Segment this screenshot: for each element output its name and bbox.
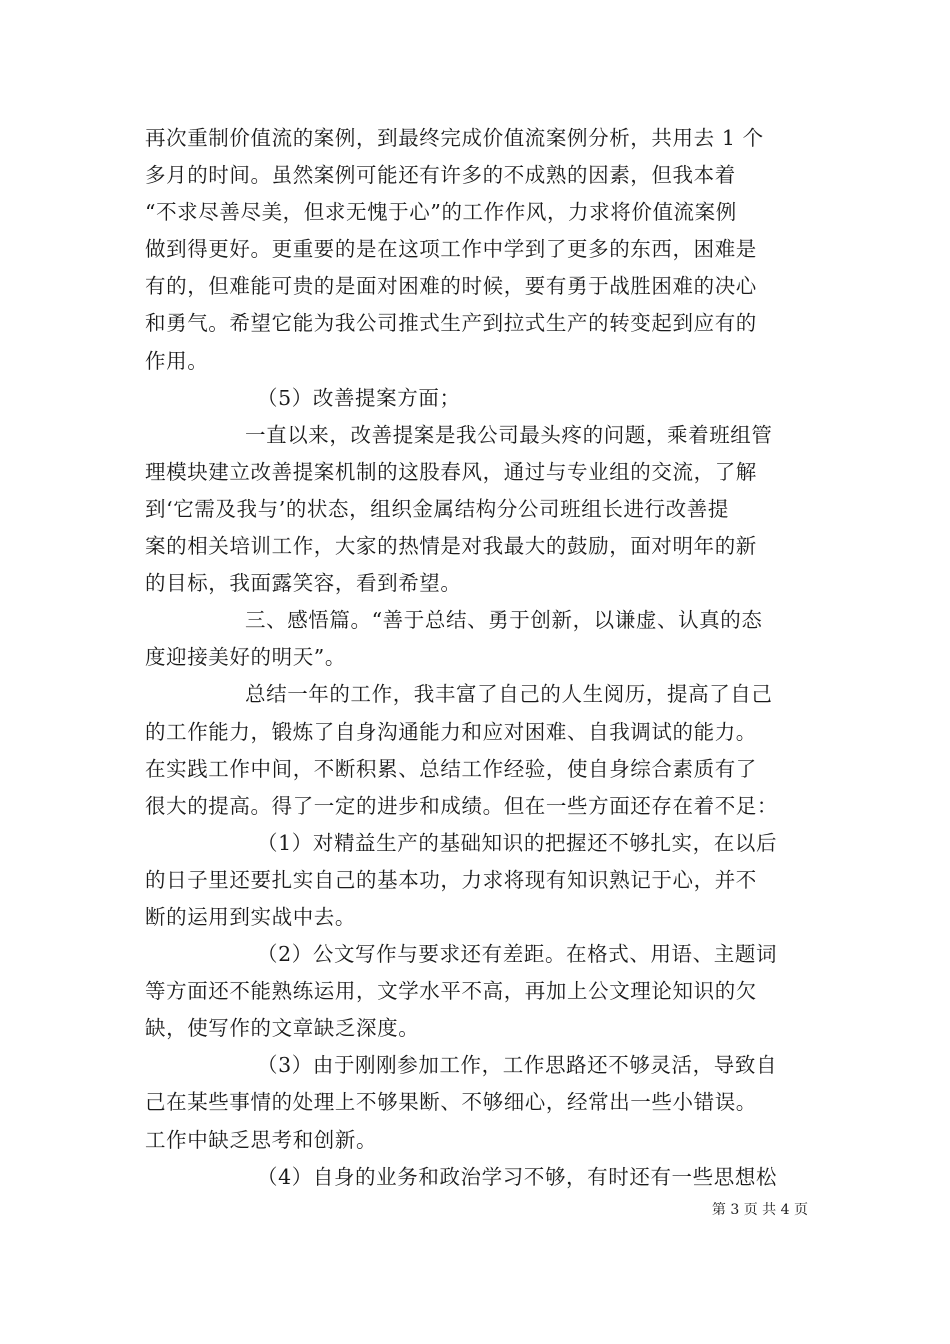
list-item: （1）对精益生产的基础知识的把握还不够扎实，在以后 <box>257 830 778 855</box>
text-line: 有的，但难能可贵的是面对困难的时候，要有勇于战胜困难的决心 <box>145 274 757 299</box>
page-number: 第 3 页 共 4 页 <box>711 1202 808 1218</box>
text-line: 案的相关培训工作，大家的热情是对我最大的鼓励，面对明年的新 <box>145 534 757 559</box>
section-heading: 三、感悟篇。“善于总结、勇于创新，以谦虚、认真的态 <box>245 608 763 633</box>
section-heading: （5）改善提案方面； <box>257 385 461 410</box>
text-line: 工作中缺乏思考和创新。 <box>145 1127 378 1152</box>
text-line: 作用。 <box>145 348 209 373</box>
text-line: 做到得更好。更重要的是在这项工作中学到了更多的东西，困难是 <box>145 237 757 262</box>
text-line: 再次重制价值流的案例，到最终完成价值流案例分析，共用去 1 个 <box>145 126 764 150</box>
text-line: 在实践工作中间，不断积累、总结工作经验，使自身综合素质有了 <box>145 756 757 781</box>
text-line: 等方面还不能熟练运用，文学水平不高，再加上公文理论知识的欠 <box>145 979 757 1004</box>
list-item: （4）自身的业务和政治学习不够，有时还有一些思想松 <box>257 1164 778 1189</box>
text-line: 的工作能力，锻炼了自身沟通能力和应对困难、自我调试的能力。 <box>145 719 757 744</box>
text-line: 的日子里还要扎实自己的基本功，力求将现有知识熟记于心，并不 <box>145 867 757 892</box>
text-line: 己在某些事情的处理上不够果断、不够细心，经常出一些小错误。 <box>145 1090 757 1115</box>
list-item: （3）由于刚刚参加工作，工作思路还不够灵活，导致自 <box>257 1053 778 1078</box>
text-line: 到‘它需及我与’的状态，组织金属结构分公司班组长进行改善提 <box>145 496 729 521</box>
text-line: 的目标，我面露笑容，看到希望。 <box>145 571 462 596</box>
text-line: 理模块建立改善提案机制的这股春风，通过与专业组的交流，了解 <box>145 459 757 484</box>
text-line: 总结一年的工作，我丰富了自己的人生阅历，提高了自己 <box>245 682 773 707</box>
text-line: 多月的时间。虽然案例可能还有许多的不成熟的因素，但我本着 <box>145 163 736 188</box>
text-line: “不求尽善尽美，但求无愧于心”的工作作风，力求将价值流案例 <box>145 200 737 225</box>
text-line: 一直以来，改善提案是我公司最头疼的问题，乘着班组管 <box>245 422 773 447</box>
text-line: 和勇气。希望它能为我公司推式生产到拉式生产的转变起到应有的 <box>145 311 757 336</box>
text-line: 度迎接美好的明天”。 <box>145 645 346 670</box>
text-line: 很大的提高。得了一定的进步和成绩。但在一些方面还存在着不足： <box>145 793 778 818</box>
body-text <box>145 120 815 1196</box>
text-line: 缺，使写作的文章缺乏深度。 <box>145 1016 420 1041</box>
text-line: 断的运用到实战中去。 <box>145 904 356 929</box>
list-item: （2）公文写作与要求还有差距。在格式、用语、主题词 <box>257 942 778 967</box>
